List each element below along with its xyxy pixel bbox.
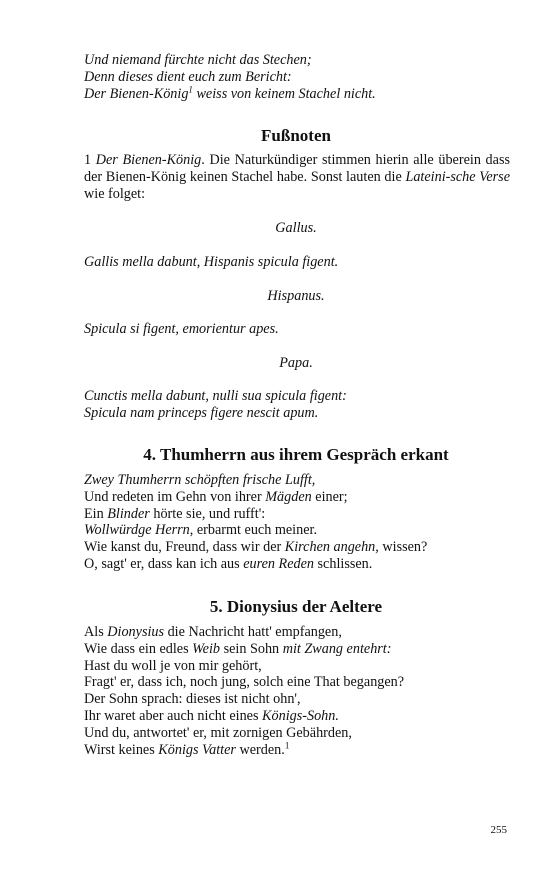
section-heading: 4. Thumherrn aus ihrem Gespräch erkant (143, 445, 449, 464)
poem-italic: Mägden (265, 488, 312, 505)
poem-text: weiss von keinem Stachel nicht. (192, 85, 376, 102)
poem-end-block (84, 52, 508, 102)
poem-line: Zwey Thumherrn schöpften frische Lufft, (84, 472, 316, 488)
poem-text: Als (84, 624, 108, 640)
poem-italic: Königs Vatter (158, 741, 236, 758)
latin-verse: Cunctis mella dabunt, nulli sua spicula figent: (84, 388, 347, 404)
poem-italic: Blinder (107, 505, 150, 522)
poem-italic: mit Zwang entehrt: (282, 640, 392, 657)
poem-text: Der Bienen-König (84, 85, 189, 102)
section-5-heading-block (84, 596, 508, 618)
poem-text: schlissen. (313, 555, 373, 572)
poem-line (84, 539, 508, 556)
speaker-hispanus: Hispanus. (267, 288, 325, 304)
poem-line (84, 83, 508, 103)
poem-text: werden. (235, 741, 285, 758)
poem-text: Wie dass ein edles (84, 640, 193, 657)
poem-line (84, 489, 508, 506)
latin-verse: Gallis mella dabunt, Hispanis spicula figent. (84, 254, 339, 270)
section-4-heading-block (84, 444, 508, 466)
poem-line: Denn dieses dient euch zum Bericht: (84, 68, 292, 85)
poem-line (84, 624, 508, 641)
latin-verse: Spicula si figent, emorientur apes. (84, 321, 279, 337)
speaker-papa: Papa. (279, 355, 313, 371)
poem-text: Wirst keines (84, 741, 159, 758)
page-number: 255 (490, 824, 507, 836)
poem-italic: Kirchen angehn, (284, 539, 379, 556)
footnote-italic: Lateini-sche Verse (405, 168, 510, 185)
poem-italic: Königs-Sohn. (262, 707, 339, 724)
poem-text: Wie kanst du, Freund, dass wir der (84, 539, 285, 556)
footnote-number: 1 (84, 152, 96, 168)
poem-line (84, 708, 508, 725)
poem-line: Und du, antwortet' er, mit zornigen Gebährden, (84, 724, 352, 741)
poem-text: die Nachricht hatt' empfangen, (164, 624, 342, 640)
latin-verse-block (84, 388, 508, 422)
poem-line (84, 522, 508, 539)
poem-text: Und redeten im Gehn von ihrer (84, 488, 266, 505)
latin-verse: Spicula nam princeps figere nescit apum. (84, 404, 319, 421)
poem-text: erbarmt euch meiner. (193, 522, 318, 539)
footnotes-heading: Fußnoten (261, 126, 331, 145)
poem-line: Und niemand fürchte nicht das Stechen; (84, 52, 312, 68)
poem-italic: Weib (192, 640, 221, 657)
poem-line (84, 556, 508, 573)
poem-line (84, 641, 508, 658)
section-4-poem (84, 472, 508, 573)
footnotes-heading-block (84, 125, 508, 147)
poem-line: Hast du woll je von mir gehört, (84, 657, 262, 674)
footnote-1 (84, 152, 510, 202)
speaker-gallus: Gallus. (275, 220, 317, 236)
poem-line: Der Sohn sprach: dieses ist nicht ohn', (84, 691, 301, 708)
footnote-text: . Die Naturkündiger stimmen hierin alle überein dass der Bienen-König keinen Stachel habe. Sonst lauten die (84, 152, 510, 185)
footnote-text: wie folget: (84, 185, 146, 202)
poem-line (84, 739, 508, 759)
poem-italic: Dionysius (107, 624, 165, 640)
poem-line (84, 506, 508, 523)
footnote-ref: 1 (284, 739, 290, 750)
poem-italic: euren Reden (243, 555, 314, 572)
poem-text: einer; (311, 488, 348, 505)
poem-text: sein Sohn (220, 640, 283, 657)
section-5-poem (84, 624, 508, 758)
footnote-ref: 1 (188, 83, 193, 94)
poem-text: Ein (84, 505, 108, 522)
poem-text: hörte sie, und rufft': (149, 505, 266, 522)
poem-italic: Wollwürdge Herrn, (84, 522, 194, 539)
section-heading: 5. Dionysius der Aeltere (209, 597, 383, 616)
poem-line: Fragt' er, dass ich, noch jung, solch eine That begangen? (84, 674, 405, 691)
footnote-italic: Der Bienen-König (95, 152, 202, 168)
poem-text: O, sagt' er, dass kan ich aus (84, 555, 244, 572)
poem-text: wissen? (378, 539, 428, 556)
poem-text: Ihr waret aber auch nicht eines (84, 707, 263, 724)
